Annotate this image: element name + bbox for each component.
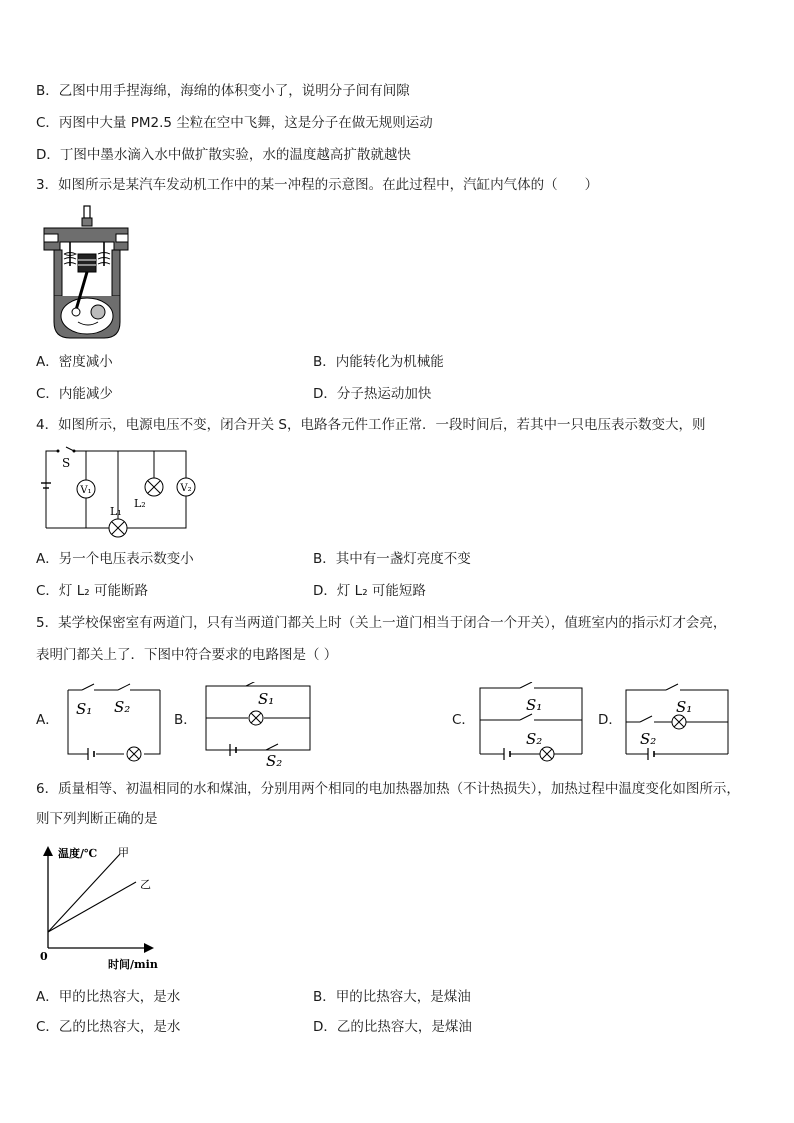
- temperature-time-graph: [36, 842, 186, 972]
- line-jia-label: 甲: [118, 846, 129, 859]
- s1-label-c: S₁: [526, 696, 543, 714]
- q6-option-b: B．甲的比热容大，是煤油: [313, 989, 471, 1005]
- origin-label: 0: [40, 950, 48, 963]
- q5-circuit-c: [476, 682, 588, 766]
- q4-option-d: D．灯 L₂ 可能短路: [313, 583, 426, 599]
- q6-stem-line1: 6．质量相等、初温相同的水和煤油，分别用两个相同的电加热器加热（不计热损失），加热过程中温度变化如图所示，: [36, 781, 740, 797]
- q6-option-c: C．乙的比热容大，是水: [36, 1019, 181, 1035]
- q3-stem: 3．如图所示是某汽车发动机工作中的某一冲程的示意图。在此过程中，汽缸内气体的（ ）: [36, 177, 599, 193]
- q4-circuit-diagram: [36, 443, 204, 541]
- s1-label-a: S₁: [76, 700, 93, 718]
- q2-option-d: D．丁图中墨水滴入水中做扩散实验，水的温度越高扩散就越快: [36, 147, 411, 163]
- q3-option-b: B．内能转化为机械能: [313, 354, 444, 370]
- q3-option-a: A．密度减小: [36, 354, 113, 370]
- s2-label-b: S₂: [266, 752, 283, 766]
- q3-option-c: C．内能减少: [36, 386, 113, 402]
- q2-option-b: B．乙图中用手捏海绵，海绵的体积变小了，说明分子间有间隙: [36, 83, 410, 99]
- q5-circuit-d: [622, 682, 734, 766]
- l2-label: L₂: [134, 497, 146, 510]
- q5-option-b-letter: B．: [174, 712, 197, 728]
- s1-label-b: S₁: [258, 690, 275, 708]
- q5-stem-line1: 5．某学校保密室有两道门，只有当两道门都关上时（关上一道门相当于闭合一个开关），值班室内的指示灯才会亮，: [36, 615, 727, 631]
- q5-option-c-letter: C．: [452, 712, 475, 728]
- s2-label-c: S₂: [526, 730, 543, 748]
- q6-stem-line2: 则下列判断正确的是: [36, 811, 158, 827]
- q5-circuit-a: [64, 682, 164, 762]
- line-jia: [48, 854, 120, 932]
- q6-option-a: A．甲的比热容大，是水: [36, 989, 181, 1005]
- v2-label: V₂: [180, 483, 192, 494]
- x-axis-label: 时间/min: [108, 958, 158, 971]
- q4-option-b: B．其中有一盏灯亮度不变: [313, 551, 471, 567]
- q4-stem: 4．如图所示，电源电压不变，闭合开关 S，电路各元件工作正常．一段时间后，若其中一只电压表示数变大，则: [36, 417, 706, 433]
- q4-option-c: C．灯 L₂ 可能断路: [36, 583, 148, 599]
- line-yi: [48, 882, 136, 932]
- s2-label-d: S₂: [640, 730, 657, 748]
- q2-option-c: C．丙图中大量 PM2.5 尘粒在空中飞舞，这是分子在做无规则运动: [36, 115, 433, 131]
- y-axis-label: 温度/℃: [58, 847, 98, 860]
- switch-s-label: S: [62, 456, 71, 470]
- s2-label-a: S₂: [114, 698, 131, 716]
- q5-option-d-letter: D．: [598, 712, 622, 728]
- q3-option-d: D．分子热运动加快: [313, 386, 432, 402]
- q5-stem-line2: 表明门都关上了．下图中符合要求的电路图是（ ）: [36, 647, 338, 663]
- line-yi-label: 乙: [140, 878, 151, 891]
- engine-diagram: [40, 204, 135, 342]
- q5-circuit-b: [202, 682, 314, 766]
- l1-label: L₁: [110, 505, 122, 518]
- v1-label: V₁: [80, 485, 92, 496]
- q6-option-d: D．乙的比热容大，是煤油: [313, 1019, 472, 1035]
- q5-option-a-letter: A．: [36, 712, 59, 728]
- q4-option-a: A．另一个电压表示数变小: [36, 551, 194, 567]
- s1-label-d: S₁: [676, 698, 693, 716]
